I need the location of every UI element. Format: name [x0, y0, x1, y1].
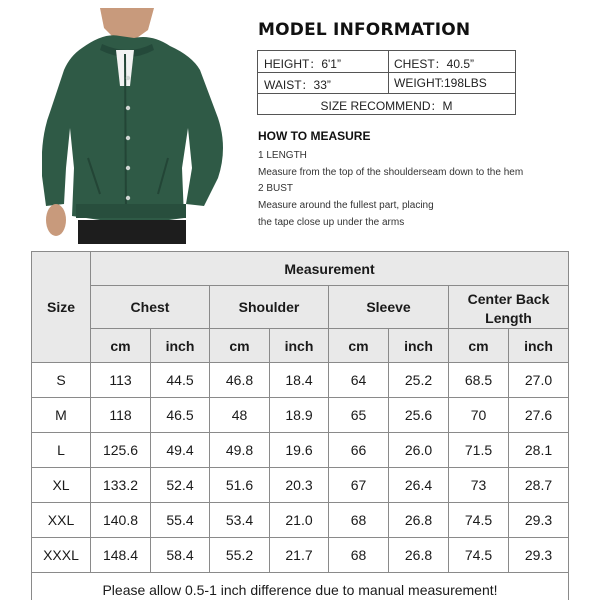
- table-cell: 74.5: [449, 538, 509, 573]
- group-header-sleeve: Sleeve: [329, 286, 449, 329]
- how-to-line: 1 LENGTH: [258, 150, 307, 161]
- table-cell: 113: [91, 363, 151, 398]
- table-row: [32, 503, 569, 538]
- table-cell: 26.4: [389, 468, 449, 503]
- table-cell: 27.0: [509, 363, 569, 398]
- table-row: [32, 363, 569, 398]
- table-cell: 29.3: [509, 538, 569, 573]
- table-cell: 46.8: [210, 363, 270, 398]
- model-chest: CHEST：40.5”: [394, 57, 475, 71]
- measurement-note: Please allow 0.5-1 inch difference due to manual measurement!: [32, 573, 569, 600]
- size-table: [31, 251, 569, 600]
- table-cell: 49.4: [151, 433, 210, 468]
- model-info-box: [257, 50, 516, 115]
- table-cell: 21.0: [270, 503, 329, 538]
- size-cell: XXXL: [32, 538, 91, 573]
- table-cell: 148.4: [91, 538, 151, 573]
- model-height: HEIGHT：6'1”: [264, 57, 341, 71]
- table-cell: 28.7: [509, 468, 569, 503]
- measurement-header: Measurement: [91, 252, 569, 286]
- table-cell: 71.5: [449, 433, 509, 468]
- table-row: [32, 433, 569, 468]
- group-header-center-back-length: Center Back Length: [449, 286, 569, 329]
- unit-header: cm: [449, 329, 509, 363]
- unit-header: cm: [329, 329, 389, 363]
- size-header: Size: [32, 252, 91, 363]
- group-header-chest: Chest: [91, 286, 210, 329]
- table-cell: 29.3: [509, 503, 569, 538]
- size-cell: L: [32, 433, 91, 468]
- group-header-shoulder: Shoulder: [210, 286, 329, 329]
- table-cell: 48: [210, 398, 270, 433]
- how-to-line: Measure from the top of the shoulderseam down to the hem: [258, 167, 524, 178]
- unit-header: cm: [91, 329, 151, 363]
- table-cell: 68: [329, 503, 389, 538]
- table-cell: 26.0: [389, 433, 449, 468]
- how-to-line: Measure around the fullest part, placing: [258, 200, 434, 211]
- model-waist: WAIST：33”: [264, 78, 331, 92]
- table-cell: 70: [449, 398, 509, 433]
- table-cell: 55.4: [151, 503, 210, 538]
- model-info-title: MODEL INFORMATION: [258, 20, 471, 40]
- table-cell: 55.2: [210, 538, 270, 573]
- table-cell: 28.1: [509, 433, 569, 468]
- table-cell: 18.9: [270, 398, 329, 433]
- table-cell: 21.7: [270, 538, 329, 573]
- unit-header: inch: [270, 329, 329, 363]
- table-cell: 19.6: [270, 433, 329, 468]
- table-cell: 52.4: [151, 468, 210, 503]
- table-row: [32, 538, 569, 573]
- table-cell: 20.3: [270, 468, 329, 503]
- how-to-line: 2 BUST: [258, 183, 294, 194]
- table-cell: 74.5: [449, 503, 509, 538]
- unit-header: inch: [389, 329, 449, 363]
- table-cell: 67: [329, 468, 389, 503]
- table-cell: 68: [329, 538, 389, 573]
- table-cell: 118: [91, 398, 151, 433]
- jacket-model-illustration: [42, 8, 225, 244]
- table-cell: 68.5: [449, 363, 509, 398]
- table-cell: 51.6: [210, 468, 270, 503]
- model-weight: WEIGHT:198LBS: [394, 76, 487, 90]
- table-cell: 58.4: [151, 538, 210, 573]
- size-cell: XL: [32, 468, 91, 503]
- table-cell: 44.5: [151, 363, 210, 398]
- size-cell: M: [32, 398, 91, 433]
- table-cell: 73: [449, 468, 509, 503]
- table-cell: 27.6: [509, 398, 569, 433]
- size-cell: S: [32, 363, 91, 398]
- table-cell: 49.8: [210, 433, 270, 468]
- table-cell: 25.2: [389, 363, 449, 398]
- table-cell: 140.8: [91, 503, 151, 538]
- table-row: [32, 468, 569, 503]
- table-cell: 26.8: [389, 503, 449, 538]
- table-cell: 53.4: [210, 503, 270, 538]
- unit-header: cm: [210, 329, 270, 363]
- unit-header: inch: [509, 329, 569, 363]
- table-cell: 66: [329, 433, 389, 468]
- table-cell: 25.6: [389, 398, 449, 433]
- product-photo: [42, 8, 225, 244]
- how-to-line: the tape close up under the arms: [258, 217, 405, 228]
- model-size-recommend: SIZE RECOMMEND：M: [320, 99, 453, 113]
- how-to-measure-title: HOW TO MEASURE: [258, 129, 371, 143]
- table-cell: 18.4: [270, 363, 329, 398]
- table-cell: 64: [329, 363, 389, 398]
- table-cell: 125.6: [91, 433, 151, 468]
- size-cell: XXL: [32, 503, 91, 538]
- table-cell: 26.8: [389, 538, 449, 573]
- table-row: [32, 398, 569, 433]
- table-cell: 133.2: [91, 468, 151, 503]
- unit-header: inch: [151, 329, 210, 363]
- table-cell: 46.5: [151, 398, 210, 433]
- table-cell: 65: [329, 398, 389, 433]
